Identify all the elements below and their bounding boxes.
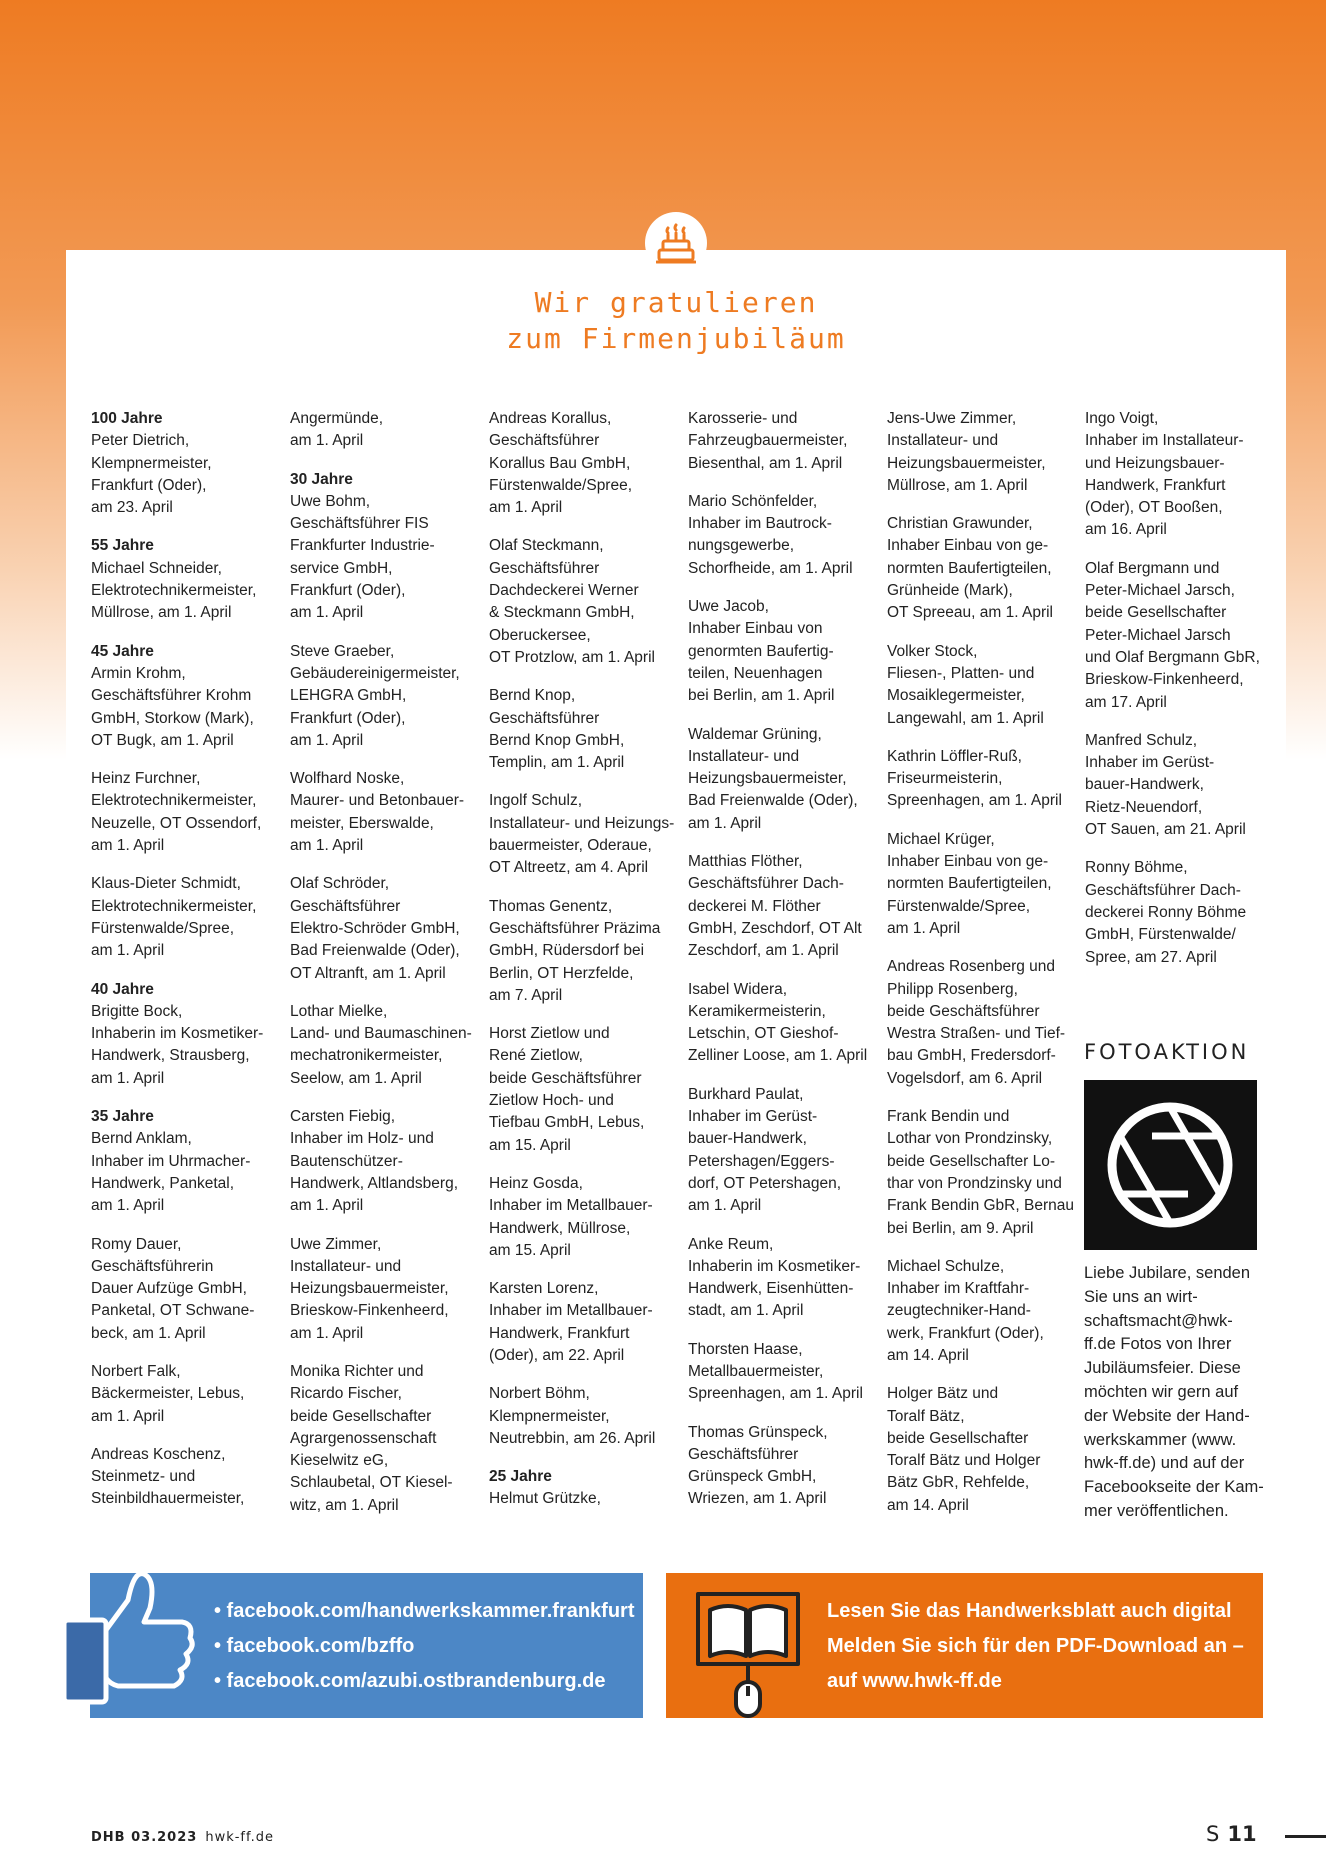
entry-text: Burkhard Paulat, Inhaber im Gerüst- bauer-Handwerk, Petershagen/Eggers- dorf, OT Petershagen, am 1. April <box>688 1085 842 1215</box>
jubilee-entry <box>489 1466 679 1511</box>
entry-text: Michael Schulze, Inhaber im Kraftfahr- zeugtechniker-Hand- werk, Frankfurt (Oder), am 14. April <box>887 1257 1044 1364</box>
jubilee-entry <box>290 641 480 752</box>
jubilee-entry <box>91 768 281 857</box>
page-title <box>66 285 1286 357</box>
page-number-value: 11 <box>1227 1822 1257 1846</box>
anniversary-heading: 25 Jahre <box>489 1468 552 1486</box>
anniversary-heading: 55 Jahre <box>91 537 154 555</box>
entry-text: Angermünde, am 1. April <box>290 410 384 450</box>
jubilee-entry <box>887 1106 1077 1240</box>
entry-text: Steve Graeber, Gebäudereinigermeister, LEHGRA GmbH, Frankfurt (Oder), am 1. April <box>290 642 460 749</box>
entry-text: Thomas Genentz, Geschäftsführer Präzima GmbH, Rüdersdorf bei Berlin, OT Herzfelde, am 7. April <box>489 897 661 1004</box>
entry-text: Andreas Koschenz, Steinmetz- und Steinbildhauermeister, <box>91 1445 245 1508</box>
digital-text <box>827 1594 1244 1699</box>
jubilee-entry <box>688 408 878 475</box>
entry-text: Bernd Knop, Geschäftsführer Bernd Knop GmbH, Templin, am 1. April <box>489 687 625 772</box>
jubilee-entry <box>91 1444 281 1511</box>
footer-issue <box>91 1830 274 1845</box>
footer-issue-label: DHB 03.2023 <box>91 1830 198 1845</box>
entry-text: Volker Stock, Fliesen-, Platten- und Mosaiklegermeister, Langewahl, am 1. April <box>887 642 1044 727</box>
anniversary-heading: 35 Jahre <box>91 1108 154 1126</box>
jubilee-entry <box>887 641 1077 730</box>
jubilee-entry <box>688 724 878 835</box>
birthday-cake-icon <box>656 222 696 264</box>
footer-rule <box>1285 1835 1326 1838</box>
jubilee-entry <box>688 596 878 707</box>
entry-text: Thomas Grünspeck, Geschäftsführer Grünspeck GmbH, Wriezen, am 1. April <box>688 1423 828 1508</box>
entry-text: Norbert Falk, Bäckermeister, Lebus, am 1. April <box>91 1362 245 1425</box>
facebook-links <box>214 1594 634 1699</box>
facebook-link-azubi[interactable]: • facebook.com/azubi.ostbrandenburg.de <box>214 1670 606 1692</box>
entry-text: Karosserie- und Fahrzeugbauermeister, Biesenthal, am 1. April <box>688 410 848 472</box>
jubilee-entry <box>91 979 281 1090</box>
jubilee-entry <box>688 851 878 962</box>
jubilee-entry <box>887 956 1077 1090</box>
jubilee-entry <box>688 491 878 580</box>
page-number <box>1206 1822 1257 1846</box>
entry-text: Brigitte Bock, Inhaberin im Kosmetiker- Handwerk, Strausberg, am 1. April <box>91 1002 264 1087</box>
entry-text: Holger Bätz und Toralf Bätz, beide Gesellschafter Toralf Bätz und Holger Bätz GbR, Rehfelde, am 14. April <box>887 1385 1041 1514</box>
jubilee-entry <box>290 768 480 857</box>
jubilee-entry <box>489 790 679 879</box>
jubilee-entry <box>91 1361 281 1428</box>
facebook-link-hwk[interactable]: • facebook.com/handwerkskammer.frankfurt <box>214 1600 635 1622</box>
column-6 <box>1085 408 1275 985</box>
entry-text: Matthias Flöther, Geschäftsführer Dach- deckerei M. Flöther GmbH, Zeschdorf, OT Alt Zeschdorf, am 1. April <box>688 853 862 960</box>
jubilee-entry <box>489 685 679 774</box>
jubilee-entry <box>290 1001 480 1090</box>
jubilee-entry <box>1085 857 1275 968</box>
entry-text: Kathrin Löffler-Ruß, Friseurmeisterin, Spreenhagen, am 1. April <box>887 747 1062 810</box>
fotoaktion-text: Liebe Jubilare, senden Sie uns an wirt-schaftsmacht@hwk-ff.de Fotos von Ihrer Jubiläumsfeier. Diese möchten wir gern auf der Website der Hand-werkskammer (www. hwk-ff.de) und auf der Facebookseite der Kam-mer veröffentlichen. <box>1084 1264 1264 1520</box>
entry-text: Wolfhard Noske, Maurer- und Betonbauer- meister, Eberswalde, am 1. April <box>290 770 465 855</box>
fotoaktion-heading: FOTOAKTION <box>1084 1040 1250 1064</box>
entry-text: Olaf Steckmann, Geschäftsführer Dachdeckerei Werner & Steckmann GmbH, Oberuckersee, OT Protzlow, am 1. April <box>489 537 655 666</box>
book-mouse-icon <box>688 1590 808 1725</box>
entry-text: Anke Reum, Inhaberin im Kosmetiker- Handwerk, Eisenhütten- stadt, am 1. April <box>688 1235 861 1320</box>
entry-text: Ingolf Schulz, Installateur- und Heizungs- bauermeister, Oderaue, OT Altreetz, am 4. April <box>489 792 675 877</box>
entry-text: Ingo Voigt, Inhaber im Installateur- und Heizungsbauer- Handwerk, Frankfurt (Oder), OT Booßen, am 16. April <box>1085 410 1244 539</box>
jubilee-entry <box>887 1383 1077 1517</box>
jubilee-entry <box>688 1422 878 1511</box>
jubilee-entry <box>688 1234 878 1323</box>
entry-text: Karsten Lorenz, Inhaber im Metallbauer- Handwerk, Frankfurt (Oder), am 22. April <box>489 1280 653 1364</box>
entry-text: Waldemar Grüning, Installateur- und Heizungsbauermeister, Bad Freienwalde (Oder), am 1. April <box>688 725 858 832</box>
thumbs-up-icon <box>58 1560 198 1715</box>
anniversary-heading: 30 Jahre <box>290 470 353 488</box>
entry-text: Frank Bendin und Lothar von Prondzinsky, beide Gesellschafter Lo- thar von Prondzinsky und Frank Bendin GbR, Bernau bei Berlin, am 9. April <box>887 1108 1074 1237</box>
footer-site[interactable]: hwk-ff.de <box>205 1830 275 1845</box>
jubilee-entry <box>290 873 480 984</box>
entry-text: Michael Krüger, Inhaber Einbau von ge- normten Baufertigteilen, Fürstenwalde/Spree, am 1. April <box>887 830 1052 937</box>
entry-text: Jens-Uwe Zimmer, Installateur- und Heizungsbauermeister, Müllrose, am 1. April <box>887 410 1046 494</box>
jubilee-entry <box>887 829 1077 940</box>
jubilee-entry <box>91 408 281 519</box>
jubilee-entry <box>290 1234 480 1345</box>
entry-text: Uwe Jacob, Inhaber Einbau von genormten Baufertig- teilen, Neuenhagen bei Berlin, am 1. April <box>688 598 835 705</box>
entry-text: Armin Krohm, Geschäftsführer Krohm GmbH, Storkow (Mark), OT Bugk, am 1. April <box>91 664 254 749</box>
entry-text: Klaus-Dieter Schmidt, Elektrotechnikermeister, Fürstenwalde/Spree, am 1. April <box>91 875 257 960</box>
jubilee-entry <box>688 979 878 1068</box>
jubilee-entry <box>290 1361 480 1517</box>
entry-text: Norbert Böhm, Klempnermeister, Neutrebbin, am 26. April <box>489 1385 656 1447</box>
title-line-2: zum Firmenjubiläum <box>506 322 846 355</box>
entry-text: Helmut Grützke, <box>489 1490 601 1508</box>
entry-text: Christian Grawunder, Inhaber Einbau von ge- normten Baufertigteilen, Grünheide (Mark), OT Spreeau, am 1. April <box>887 515 1053 622</box>
column-5 <box>887 408 1077 1533</box>
jubilee-entry <box>688 1084 878 1218</box>
entry-text: Olaf Bergmann und Peter-Michael Jarsch, beide Gesellschafter Peter-Michael Jarsch und Olaf Bergmann GbR, Brieskow-Finkenheerd, am 17. April <box>1085 559 1260 711</box>
entry-text: Lothar Mielke, Land- und Baumaschinen- mechatronikermeister, Seelow, am 1. April <box>290 1002 472 1087</box>
entry-text: Heinz Gosda, Inhaber im Metallbauer- Handwerk, Müllrose, am 15. April <box>489 1174 653 1259</box>
jubilee-entry <box>887 746 1077 813</box>
jubilee-entry <box>887 1256 1077 1367</box>
title-line-1: Wir gratulieren <box>534 286 818 319</box>
entry-text: Heinz Furchner, Elektrotechnikermeister, Neuzelle, OT Ossendorf, am 1. April <box>91 770 262 855</box>
cake-badge <box>645 212 707 274</box>
page-prefix: S <box>1206 1822 1220 1846</box>
camera-aperture-icon <box>1084 1080 1257 1250</box>
fotoaktion-image <box>1084 1080 1257 1250</box>
jubilee-entry <box>688 1339 878 1406</box>
anniversary-heading: 40 Jahre <box>91 980 154 998</box>
anniversary-heading: 100 Jahre <box>91 410 163 427</box>
jubilee-entry <box>91 1234 281 1345</box>
column-4 <box>688 408 878 1527</box>
digital-line-3[interactable]: auf www.hwk-ff.de <box>827 1670 1002 1692</box>
entry-text: Uwe Zimmer, Installateur- und Heizungsbauermeister, Brieskow-Finkenheerd, am 1. April <box>290 1235 449 1342</box>
jubilee-entry <box>489 1023 679 1157</box>
entry-text: Bernd Anklam, Inhaber im Uhrmacher- Handwerk, Panketal, am 1. April <box>91 1130 251 1215</box>
jubilee-entry <box>489 1383 679 1450</box>
jubilee-entry <box>290 1106 480 1217</box>
jubilee-entry <box>887 513 1077 624</box>
jubilee-entry <box>1085 558 1275 714</box>
jubilee-entry <box>489 408 679 519</box>
jubilee-entry <box>91 641 281 752</box>
entry-text: Isabel Widera, Keramikermeisterin, Letschin, OT Gieshof- Zelliner Loose, am 1. April <box>688 980 868 1065</box>
entry-text: Andreas Korallus, Geschäftsführer Korallus Bau GmbH, Fürstenwalde/Spree, am 1. April <box>489 410 633 517</box>
column-1 <box>91 408 281 1527</box>
entry-text: Ronny Böhme, Geschäftsführer Dach- deckerei Ronny Böhme GmbH, Fürstenwalde/ Spree, am 27. April <box>1085 859 1247 966</box>
jubilee-entry <box>91 873 281 962</box>
anniversary-heading: 45 Jahre <box>91 642 154 660</box>
jubilee-entry <box>489 535 679 669</box>
jubilee-entry <box>1085 408 1275 542</box>
entry-text: Uwe Bohm, Geschäftsführer FIS Frankfurter Industrie- service GmbH, Frankfurt (Oder), am 1. April <box>290 492 435 622</box>
jubilee-entry <box>290 469 480 625</box>
entry-text: Mario Schönfelder, Inhaber im Bautrock- nungsgewerbe, Schorfheide, am 1. April <box>688 492 853 577</box>
digital-line-2: Melden Sie sich für den PDF-Download an – <box>827 1635 1244 1657</box>
jubilee-entry <box>489 1278 679 1367</box>
jubilee-entry <box>489 1173 679 1262</box>
entry-text: Andreas Rosenberg und Philipp Rosenberg, beide Geschäftsführer Westra Straßen- und Tief- bau GmbH, Fredersdorf- Vogelsdorf, am 6. April <box>887 958 1066 1087</box>
column-2 <box>290 408 480 1533</box>
entry-text: Carsten Fiebig, Inhaber im Holz- und Bautenschützer- Handwerk, Altlandsberg, am 1. April <box>290 1108 459 1215</box>
jubilee-entry <box>887 408 1077 497</box>
jubilee-entry <box>290 408 480 453</box>
jubilee-entry <box>91 1106 281 1217</box>
facebook-link-bzffo[interactable]: • facebook.com/bzffo <box>214 1635 415 1657</box>
entry-text: Michael Schneider, Elektrotechnikermeister, Müllrose, am 1. April <box>91 559 257 622</box>
jubilee-entry <box>489 896 679 1007</box>
entry-text: Thorsten Haase, Metallbauermeister, Spreenhagen, am 1. April <box>688 1340 863 1403</box>
entry-text: Monika Richter und Ricardo Fischer, beide Gesellschafter Agrargenossenschaft Kieselwitz eG, Schlaubetal, OT Kiesel- witz, am 1. April <box>290 1362 453 1514</box>
digital-line-1: Lesen Sie das Handwerksblatt auch digital <box>827 1600 1232 1622</box>
jubilee-entry <box>91 535 281 624</box>
jubilee-entry <box>1085 730 1275 841</box>
entry-text: Romy Dauer, Geschäftsführerin Dauer Aufzüge GmbH, Panketal, OT Schwane- beck, am 1. April <box>91 1235 255 1342</box>
entry-text: Manfred Schulz, Inhaber im Gerüst- bauer-Handwerk, Rietz-Neuendorf, OT Sauen, am 21. April <box>1085 731 1246 839</box>
entry-text: Peter Dietrich, Klempnermeister, Frankfurt (Oder), am 23. April <box>91 432 212 517</box>
entry-text: Horst Zietlow und René Zietlow, beide Geschäftsführer Zietlow Hoch- und Tiefbau GmbH, Lebus, am 15. April <box>489 1025 645 1154</box>
column-3 <box>489 408 679 1527</box>
entry-text: Olaf Schröder, Geschäftsführer Elektro-Schröder GmbH, Bad Freienwalde (Oder), OT Altranft, am 1. April <box>290 875 460 982</box>
